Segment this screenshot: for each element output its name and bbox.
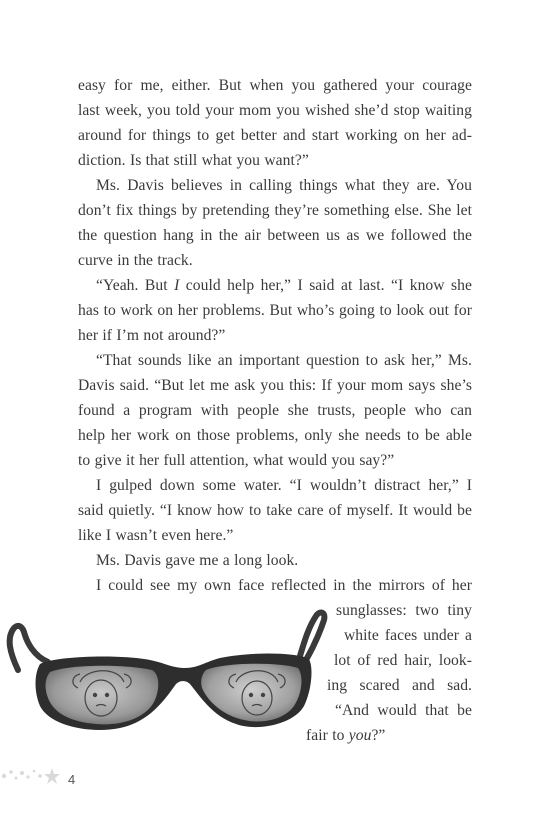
text-run: could help her,” I said at last. “I know she [179,277,472,294]
text-run: ?” [371,727,386,744]
text-line: I could see my own face reflected in the mirrors of her [96,577,472,594]
text-line: sunglasses: two tiny [336,602,472,619]
text-line: the question hang in the air between us as we followed the [78,227,472,244]
page-number: 4 [68,772,76,787]
text-line: help her work on those problems, only she needs to be able [78,427,472,444]
text-line: said quietly. “I know how to take care of myself. It would be [78,502,472,519]
text-run: “Yeah. But [96,277,175,294]
text-line: Ms. Davis gave me a long look. [96,552,299,569]
text-line: “And would that be [335,702,472,719]
sparkle-decoration [0,762,66,786]
text-line: curve in the track. [78,252,193,269]
italic-run: you [348,727,372,744]
text-line: don’t fix things by pretending they’re something else. She let [78,202,472,219]
text-line: I gulped down some water. “I wouldn’t distract her,” I [96,477,472,494]
text-run: fair to [306,727,349,744]
text-line: to give it her full attention, what would you say?” [78,452,395,469]
text-line: Davis said. “But let me ask you this: If your mom says she’s [78,377,472,394]
text-line: found a program with people she trusts, people who can [78,402,472,419]
text-line: Ms. Davis believes in calling things what they are. You [96,177,472,194]
text-line: ing scared and sad. [327,677,472,694]
text-line: her if I’m not around?” [78,327,226,344]
text-line: “That sounds like an important question to ask her,” Ms. [96,352,472,369]
text-line: around for things to get better and start working on her ad- [78,127,472,144]
italic-run: I [174,277,180,294]
text-line: like I wasn’t even here.” [78,527,234,544]
text-line: diction. Is that still what you want?” [78,152,309,169]
sunglasses-illustration [0,598,330,738]
text-line [96,276,472,296]
text-line: last week, you told your mom you wished she’d stop waiting [78,102,472,119]
text-line: white faces under a [344,627,472,644]
text-line: easy for me, either. But when you gathered your courage [78,77,472,94]
text-line: has to work on her problems. But who’s going to look out for [78,302,472,319]
text-line: lot of red hair, look- [334,652,472,669]
